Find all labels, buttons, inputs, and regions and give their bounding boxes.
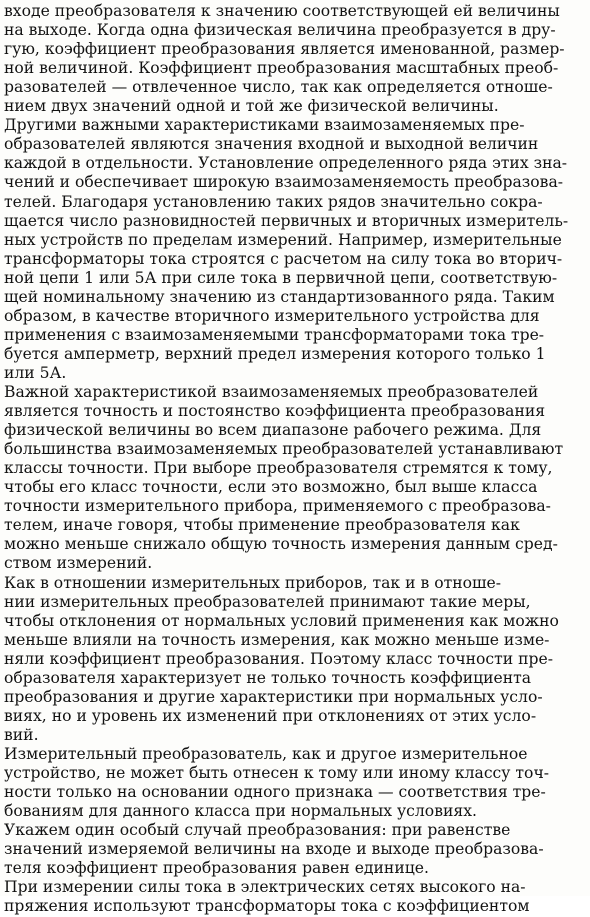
- text-line: телем, иначе говоря, чтобы применение преобразователя как: [4, 516, 520, 535]
- text-line: трансформаторы тока строятся с расчетом на силу тока во вторич-: [4, 249, 563, 268]
- text-line: входе преобразователя к значению соответствующей ей величины: [4, 2, 560, 20]
- text-line: няли коэффициент преобразования. Поэтому класс точности пре-: [4, 649, 554, 668]
- text-line: вий.: [4, 725, 39, 744]
- text-line: бованиям для данного класса при нормальных условиях.: [4, 802, 477, 821]
- text-line: нии измерительных преобразователей принимают такие меры,: [4, 592, 531, 611]
- text-line: меньше влияли на точность измерения, как можно меньше изме-: [4, 630, 550, 649]
- text-line: большинства взаимозаменяемых преобразователей устанавливают: [4, 440, 564, 459]
- text-line: чтобы его класс точности, если это возможно, был выше класса: [4, 478, 538, 497]
- text-line: чений и обеспечивает широкую взаимозаменяемость преобразова-: [4, 173, 564, 192]
- text-line: каждой в отдельности. Установление определенного ряда этих зна-: [4, 154, 568, 173]
- text-line: щей номинальному значению из стандартизованного ряда. Таким: [4, 287, 555, 306]
- text-line: классы точности. При выборе преобразователя стремятся к тому,: [4, 459, 553, 478]
- text-line: гую, коэффициент преобразования является именованной, размер-: [4, 40, 565, 59]
- text-line: буется амперметр, верхний предел измерения которого только 1: [4, 344, 546, 363]
- text-line: значений измеряемой величины на входе и выходе преобразова-: [4, 840, 544, 859]
- text-line: или 5А.: [4, 363, 67, 382]
- text-line: Как в отношении измерительных приборов, так и в отноше-: [4, 573, 502, 592]
- text-line: нием двух значений одной и той же физической величины.: [4, 97, 499, 116]
- text-line: устройство, не может быть отнесен к тому или иному классу точ-: [4, 764, 550, 782]
- text-line: на выходе. Когда одна физическая величина преобразуется в дру-: [4, 21, 556, 40]
- text-line: чтобы отклонения от нормальных условий применения как можно: [4, 611, 559, 630]
- text-line: является точность и постоянство коэффициента преобразования: [4, 402, 546, 421]
- text-line: образом, в качестве вторичного измерительного устройства для: [4, 306, 540, 325]
- text-line: разователей — отвлеченное число, так как определяется отноше-: [4, 78, 553, 97]
- text-line: телей. Благодаря установлению таких рядов значительно сокра-: [4, 192, 543, 211]
- text-line: образователей являются значения входной и выходной величин: [4, 135, 539, 154]
- text-line: можно меньше снижало общую точность измерения данным сред-: [4, 535, 558, 554]
- text-line: Измерительный преобразователь, как и другое измерительное: [4, 744, 528, 763]
- text-line: применения с взаимозаменяемыми трансформаторами тока тре-: [4, 325, 545, 344]
- text-line: Важной характеристикой взаимозаменяемых преобразователей: [4, 383, 539, 401]
- text-line: ной цепи 1 или 5А при силе тока в первичной цепи, соответствую-: [4, 268, 558, 287]
- text-line: щается число разновидностей первичных и вторичных измеритель-: [4, 211, 569, 230]
- text-line: ности только на основании одного признака — соответствия тре-: [4, 783, 546, 802]
- text-line: ной величиной. Коэффициент преобразования масштабных преоб-: [4, 59, 559, 78]
- text-line: преобразования и другие характеристики при нормальных усло-: [4, 687, 543, 706]
- text-line: Другими важными характеристиками взаимозаменяемых пре-: [4, 116, 525, 135]
- text-line: Укажем один особый случай преобразования: при равенстве: [4, 821, 511, 840]
- text-line: теля коэффициент преобразования равен единице.: [4, 859, 429, 878]
- text-line: точности измерительного прибора, применяемого с преобразова-: [4, 497, 551, 516]
- text-line: физической величины во всем диапазоне рабочего режима. Для: [4, 421, 542, 440]
- text-line: образователя характеризует не только точность коэффициента: [4, 668, 532, 687]
- text-line: При измерении силы тока в электрических сетях высокого на-: [4, 878, 526, 897]
- text-line: ством измерений.: [4, 554, 153, 573]
- text-line: пряжения используют трансформаторы тока с коэффициентом: [4, 897, 530, 916]
- text-line: ных устройств по пределам измерений. Например, измерительные: [4, 230, 562, 249]
- text-line: виях, но и уровень их изменений при отклонениях от этих усло-: [4, 706, 537, 725]
